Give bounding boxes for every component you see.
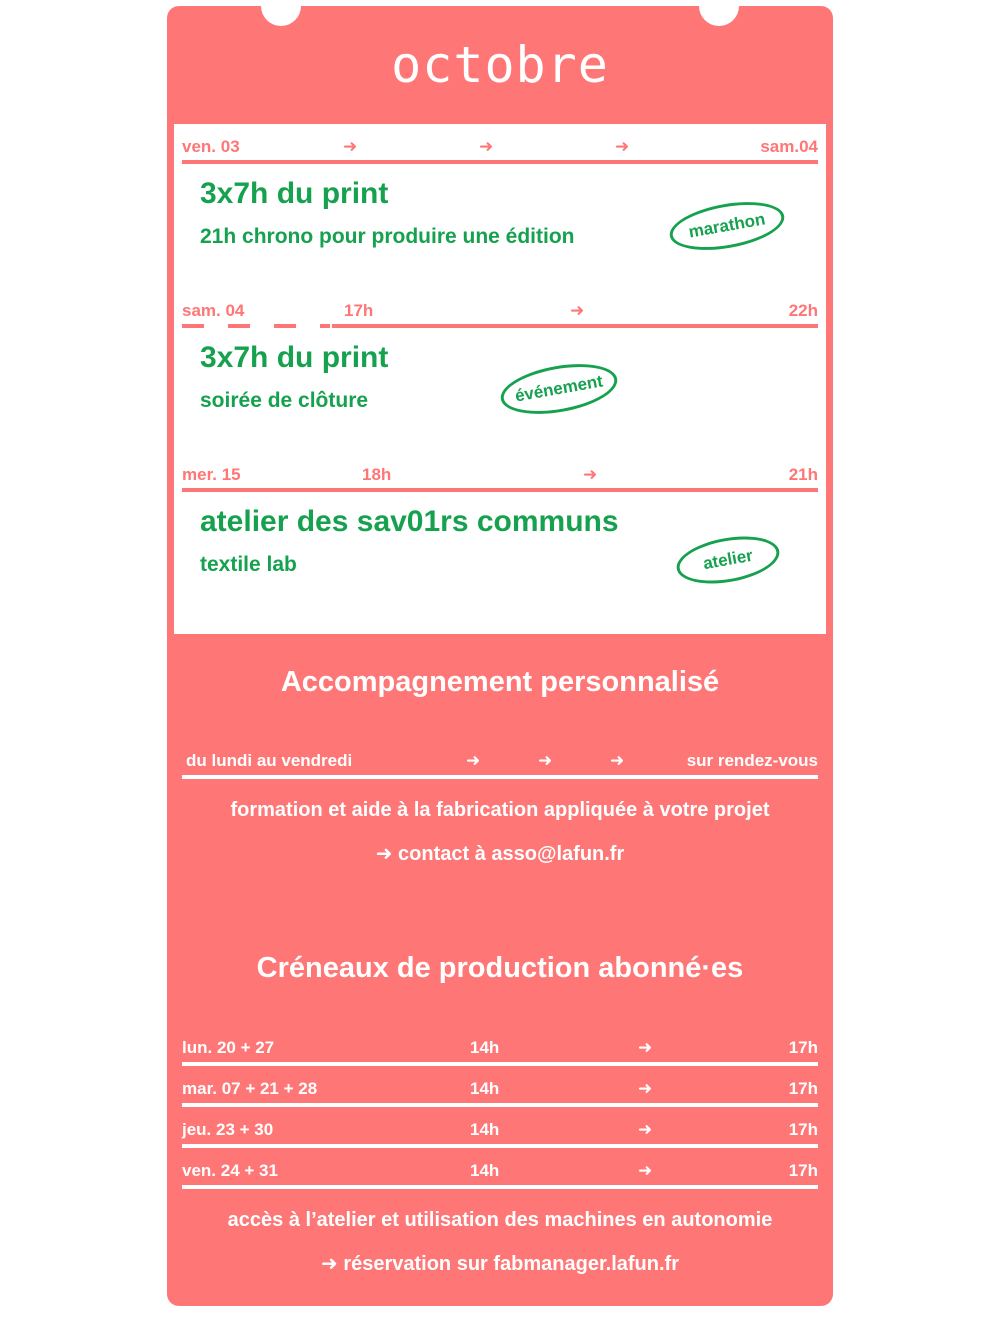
event-1-end: sam.04 xyxy=(760,137,818,156)
arrow-icon: ➜ xyxy=(638,1120,653,1139)
accompagnement-right: sur rendez-vous xyxy=(686,751,818,770)
accompagnement-title: Accompagnement personnalisé xyxy=(280,666,720,698)
creneaux-start: 14h xyxy=(470,1038,500,1057)
event-2-tag: événement xyxy=(497,356,621,422)
arrow-icon: ➜ xyxy=(343,137,358,156)
arrow-icon: ➜ xyxy=(638,1161,653,1180)
timeline-bar xyxy=(182,160,818,164)
event-3-title: atelier des sav01rs communs xyxy=(200,505,619,538)
creneaux-days: jeu. 23 + 30 xyxy=(182,1120,274,1139)
creneaux-description: accès à l’atelier et utilisation des machines en autonomie xyxy=(227,1209,773,1231)
creneaux-days: lun. 20 + 27 xyxy=(182,1038,275,1057)
arrow-icon: ➜ xyxy=(615,137,630,156)
creneaux-start: 14h xyxy=(470,1120,500,1139)
timeline-bar xyxy=(182,1103,818,1107)
ticket-notch-left xyxy=(261,0,301,26)
arrow-icon: ➜ xyxy=(610,751,625,770)
month-title: octobre xyxy=(391,36,609,94)
arrow-icon: ➜ xyxy=(583,465,598,484)
timeline-bar xyxy=(182,1062,818,1066)
accompagnement-contact[interactable]: ➜ contact à asso@lafun.fr xyxy=(375,843,625,865)
accompagnement-left: du lundi au vendredi xyxy=(186,751,353,770)
event-2-title: 3x7h du print xyxy=(200,341,389,374)
event-1-subtitle: 21h chrono pour produire une édition xyxy=(200,225,575,248)
dash-segment xyxy=(320,324,330,328)
event-1-tag: marathon xyxy=(666,194,788,257)
event-3-end: 21h xyxy=(788,465,818,484)
arrow-icon: ➜ xyxy=(479,137,494,156)
program-card xyxy=(167,6,833,1306)
creneaux-end: 17h xyxy=(788,1079,818,1098)
event-2-start: 17h xyxy=(344,301,374,320)
creneaux-end: 17h xyxy=(788,1120,818,1139)
event-3-start: 18h xyxy=(362,465,392,484)
ticket-notch-right xyxy=(699,0,739,26)
event-2-day: sam. 04 xyxy=(182,301,245,320)
dash-segment xyxy=(274,324,296,328)
creneaux-end: 17h xyxy=(788,1161,818,1180)
event-3-subtitle: textile lab xyxy=(200,553,297,576)
arrow-icon: ➜ xyxy=(466,751,481,770)
creneaux-days: ven. 24 + 31 xyxy=(182,1161,278,1180)
creneaux-start: 14h xyxy=(470,1079,500,1098)
events-panel xyxy=(174,124,826,634)
creneaux-days: mar. 07 + 21 + 28 xyxy=(182,1079,318,1098)
timeline-bar xyxy=(182,1185,818,1189)
timeline-bar xyxy=(332,324,818,328)
arrow-icon: ➜ xyxy=(638,1079,653,1098)
event-1-start: ven. 03 xyxy=(182,137,240,156)
creneaux-reservation[interactable]: ➜ réservation sur fabmanager.lafun.fr xyxy=(321,1253,679,1275)
event-1-title: 3x7h du print xyxy=(200,177,389,210)
arrow-icon: ➜ xyxy=(570,301,585,320)
event-3-timeline xyxy=(182,465,818,485)
creneaux-start: 14h xyxy=(470,1161,500,1180)
creneaux-title: Créneaux de production abonné·es xyxy=(256,952,744,984)
event-3-day: mer. 15 xyxy=(182,465,241,484)
accompagnement-description: formation et aide à la fabrication appliquée à votre projet xyxy=(230,799,770,821)
event-3-tag: atelier xyxy=(673,529,783,590)
event-2-subtitle: soirée de clôture xyxy=(200,389,369,412)
timeline-bar xyxy=(182,488,818,492)
event-2-timeline xyxy=(182,301,818,321)
dash-segment xyxy=(228,324,250,328)
event-2-end: 22h xyxy=(788,301,818,320)
event-1-timeline xyxy=(182,137,818,157)
arrow-icon: ➜ xyxy=(538,751,553,770)
arrow-icon: ➜ xyxy=(638,1038,653,1057)
timeline-bar xyxy=(182,1144,818,1148)
dash-segment xyxy=(182,324,204,328)
timeline-bar xyxy=(182,775,818,779)
creneaux-end: 17h xyxy=(788,1038,818,1057)
